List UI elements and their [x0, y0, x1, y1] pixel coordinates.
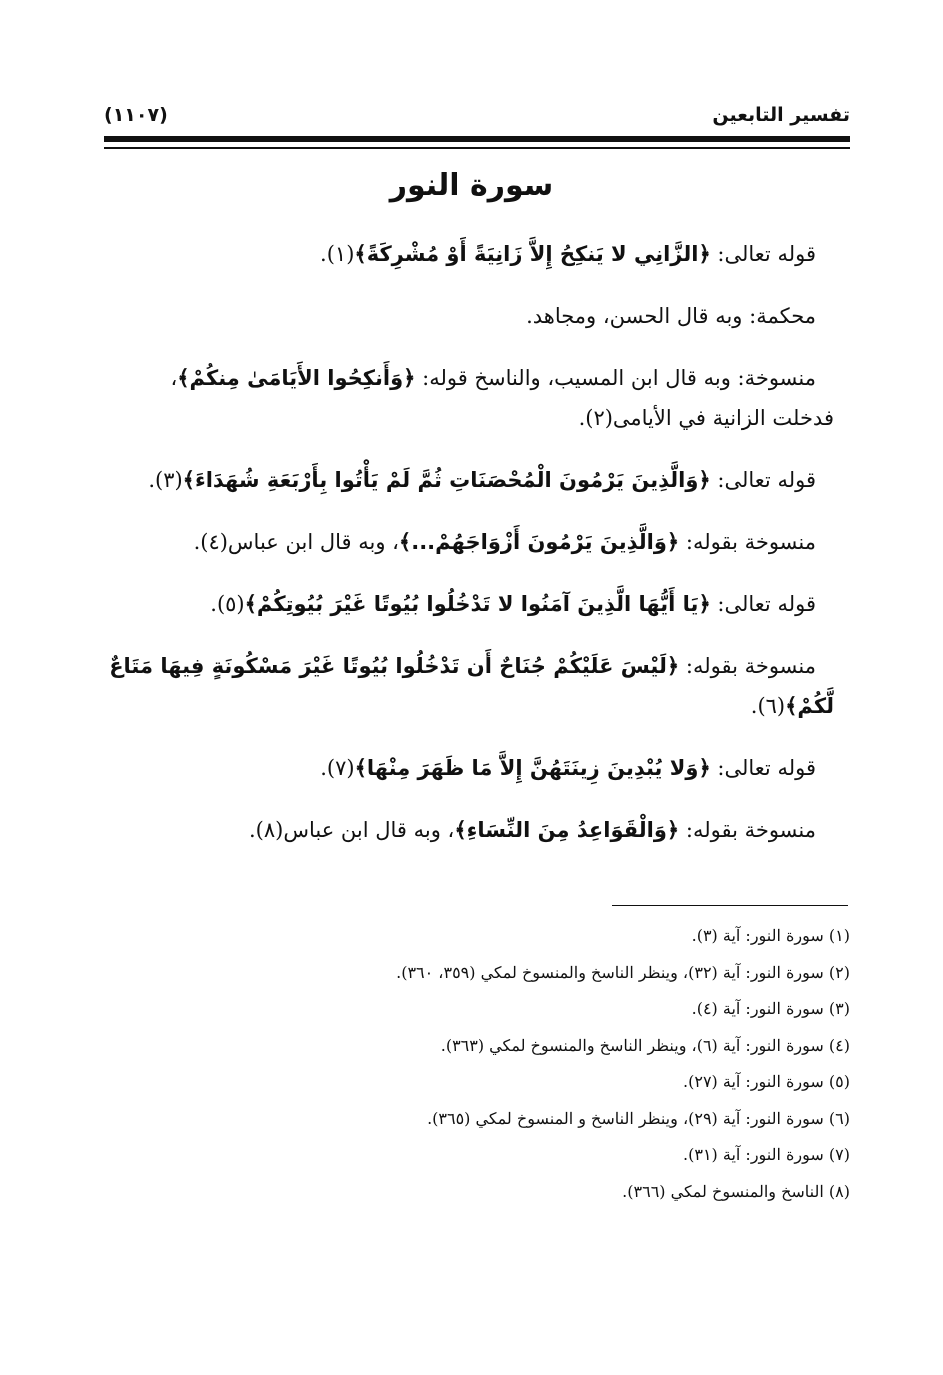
paragraph: محكمة: وبه قال الحسن، ومجاهد.	[526, 304, 816, 328]
footnote: (٢) سورة النور: آية (٣٢)، وينظر الناسخ والمنسوخ لمكي (٣٥٩، ٣٦٠).	[396, 962, 850, 982]
paragraph: قوله تعالى: ﴿وَلا يُبْدِينَ زِينَتَهُنَّ إِلاَّ مَا ظَهَرَ مِنْهَا﴾(٧).	[320, 756, 816, 780]
quran-quote: ﴿لَيْسَ عَلَيْكُمْ جُنَاحٌ أَن تَدْخُلُوا بُيُوتًا غَيْرَ مَسْكُونَةٍ فِيهَا مَتَاعٌ لَّكُمْ﴾	[109, 654, 834, 718]
quran-quote: ﴿وَأَنكِحُوا الأَيَامَىٰ مِنكُمْ﴾	[177, 366, 416, 390]
surah-title: سورة النور	[389, 168, 554, 203]
paragraph: منسوخة بقوله: ﴿وَالَّذِينَ يَرْمُونَ أَزْوَاجَهُمْ...﴾، وبه قال ابن عباس(٤).	[193, 530, 816, 554]
quran-quote: ﴿يَا أَيُّهَا الَّذِينَ آمَنُوا لا تَدْخُلُوا بُيُوتًا غَيْرَ بُيُوتِكُمْ﴾	[244, 592, 711, 616]
footnote-separator	[612, 905, 848, 906]
footnote: (٥) سورة النور: آية (٢٧).	[683, 1072, 850, 1091]
paragraph: قوله تعالى: ﴿يَا أَيُّهَا الَّذِينَ آمَنُوا لا تَدْخُلُوا بُيُوتًا غَيْرَ بُيُوتِكُمْ﴾(٥).	[210, 592, 816, 616]
footnote: (٣) سورة النور: آية (٤).	[691, 999, 850, 1018]
quran-quote: ﴿وَالَّذِينَ يَرْمُونَ الْمُحْصَنَاتِ ثُمَّ لَمْ يَأْتُوا بِأَرْبَعَةِ شُهَدَاءَ﴾	[182, 468, 711, 492]
quran-quote: ﴿وَالَّذِينَ يَرْمُونَ أَزْوَاجَهُمْ...﴾	[398, 530, 680, 554]
paragraph: منسوخة: وبه قال ابن المسيب، والناسخ قوله: ﴿وَأَنكِحُوا الأَيَامَىٰ مِنكُمْ﴾، فدخلت الزانية في الأيامى(٢).	[170, 366, 834, 430]
header-rule-thin	[104, 147, 850, 149]
header-rule-thick	[104, 136, 850, 142]
quran-quote: ﴿وَالْقَوَاعِدُ مِنَ النِّسَاءِ﴾	[454, 818, 680, 842]
page-header	[104, 102, 850, 132]
footnotes	[104, 918, 850, 1210]
footnote: (٧) سورة النور: آية (٣١).	[683, 1145, 850, 1164]
body-text	[104, 234, 834, 850]
paragraph: منسوخة بقوله: ﴿وَالْقَوَاعِدُ مِنَ النِّسَاءِ﴾، وبه قال ابن عباس(٨).	[248, 818, 816, 842]
footnote: (٨) الناسخ والمنسوخ لمكي (٣٦٦).	[622, 1181, 850, 1201]
paragraph: قوله تعالى: ﴿وَالَّذِينَ يَرْمُونَ الْمُحْصَنَاتِ ثُمَّ لَمْ يَأْتُوا بِأَرْبَعَةِ شُهَدَاءَ﴾(٣).	[148, 468, 816, 492]
footnote: (٦) سورة النور: آية (٢٩)، وينظر الناسخ و المنسوخ لمكي (٣٦٥).	[427, 1108, 850, 1128]
paragraph: منسوخة بقوله: ﴿لَيْسَ عَلَيْكُمْ جُنَاحٌ أَن تَدْخُلُوا بُيُوتًا غَيْرَ مَسْكُونَةٍ فِيهَا مَتَاعٌ لَّكُمْ﴾(٦).	[109, 654, 834, 718]
footnote: (٤) سورة النور: آية (٦)، وينظر الناسخ والمنسوخ لمكي (٣٦٣).	[440, 1035, 850, 1055]
quran-quote: ﴿وَلا يُبْدِينَ زِينَتَهُنَّ إِلاَّ مَا ظَهَرَ مِنْهَا﴾	[354, 756, 711, 780]
footnote: (١) سورة النور: آية (٣).	[691, 926, 850, 945]
quran-quote: ﴿الزَّانِي لا يَنكِحُ إِلاَّ زَانِيَةً أَوْ مُشْرِكَةً﴾	[354, 242, 711, 266]
book-title: تفسير التابعين	[712, 104, 850, 126]
paragraph: قوله تعالى: ﴿الزَّانِي لا يَنكِحُ إِلاَّ زَانِيَةً أَوْ مُشْرِكَةً﴾(١).	[320, 242, 816, 266]
page-number: (١١٠٧)	[104, 104, 168, 126]
